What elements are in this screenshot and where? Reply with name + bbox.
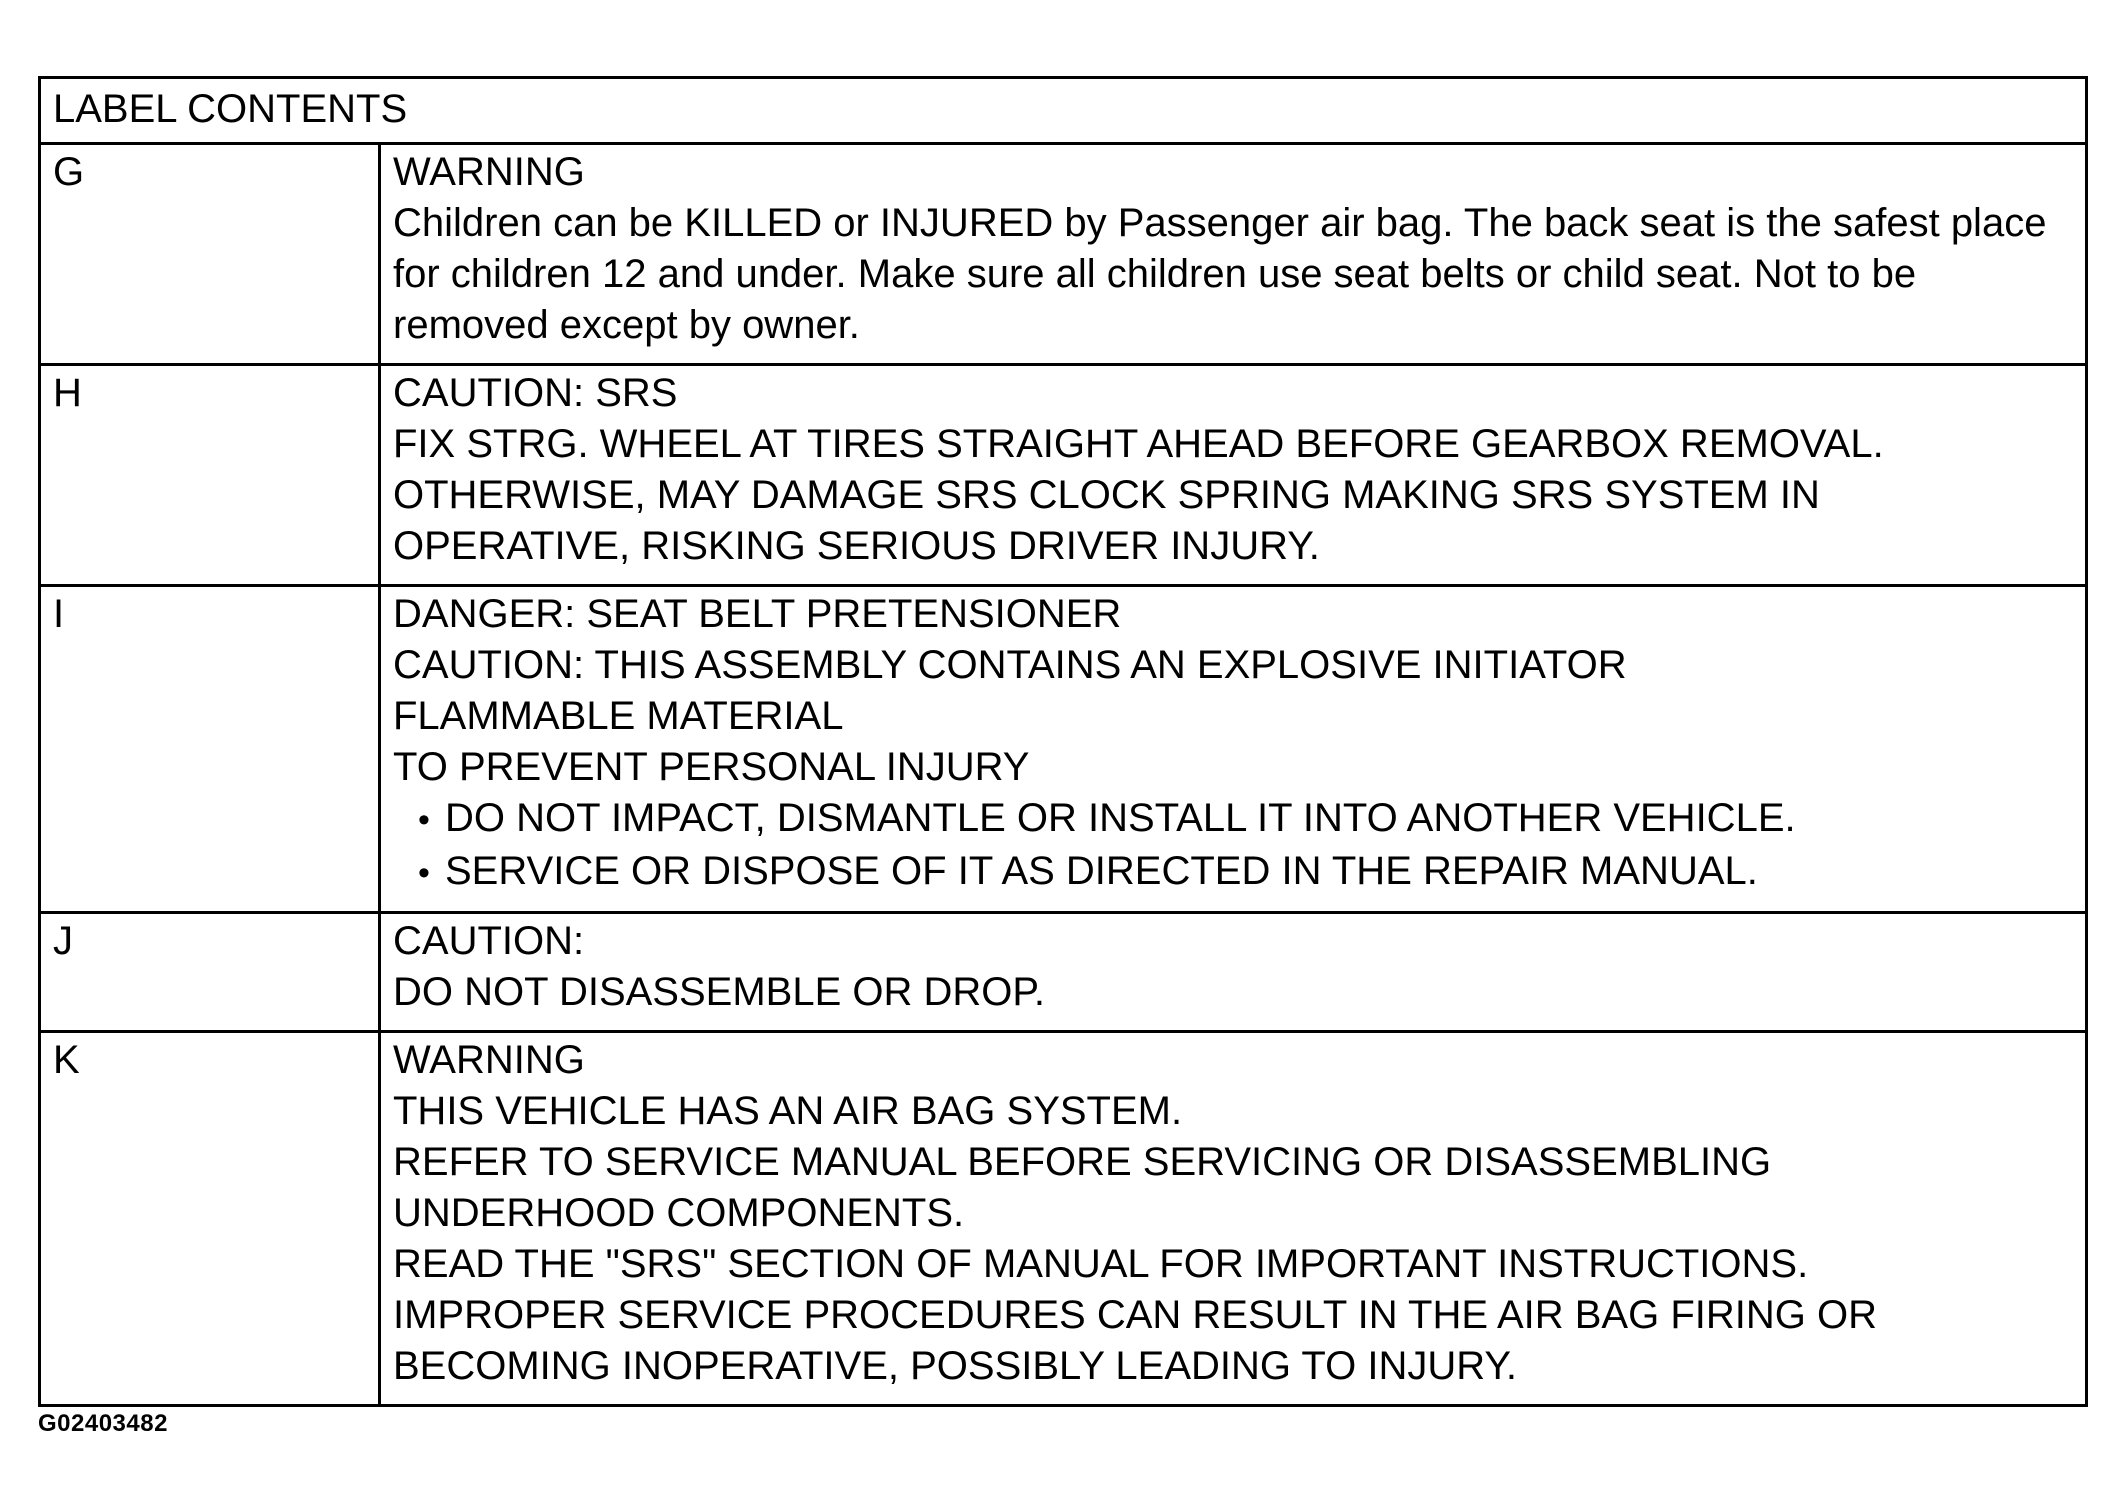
label-code: I (41, 587, 381, 911)
label-line: FLAMMABLE MATERIAL (393, 694, 844, 738)
table-row-j (41, 914, 2085, 1033)
label-title: DANGER: SEAT BELT PRETENSIONER (393, 592, 1122, 636)
bullet-text: DO NOT IMPACT, DISMANTLE OR INSTALL IT INTO ANOTHER VEHICLE. (445, 796, 1796, 840)
bullet-item (393, 793, 2065, 846)
label-contents-table (38, 76, 2088, 1407)
label-title: CAUTION: SRS (393, 371, 678, 415)
label-code: G (41, 145, 381, 363)
label-text (381, 914, 2085, 1030)
table-row-i (41, 587, 2085, 914)
table-header: LABEL CONTENTS (41, 79, 2085, 145)
label-line: REFER TO SERVICE MANUAL BEFORE SERVICING OR DISASSEMBLING (393, 1140, 1772, 1184)
label-code: J (41, 914, 381, 1030)
label-line: BECOMING INOPERATIVE, POSSIBLY LEADING TO INJURY. (393, 1344, 1518, 1388)
label-text (381, 587, 2085, 911)
label-line: THIS VEHICLE HAS AN AIR BAG SYSTEM. (393, 1089, 1183, 1133)
label-line: FIX STRG. WHEEL AT TIRES STRAIGHT AHEAD BEFORE GEARBOX REMOVAL. (393, 422, 1884, 466)
label-line: Children can be KILLED or INJURED by Passenger air bag. The back seat is the safest place for children 12 and under. Make sure all children use seat belts or child seat. Not to be removed except by owner. (393, 201, 2047, 347)
label-text (381, 366, 2085, 584)
table-row-k (41, 1033, 2085, 1404)
label-line: CAUTION: THIS ASSEMBLY CONTAINS AN EXPLOSIVE INITIATOR (393, 643, 1627, 687)
table-row-g (41, 145, 2085, 366)
label-title: WARNING (393, 150, 585, 194)
table-row-h (41, 366, 2085, 587)
label-line: IMPROPER SERVICE PROCEDURES CAN RESULT IN THE AIR BAG FIRING OR (393, 1293, 1877, 1337)
label-line: READ THE "SRS" SECTION OF MANUAL FOR IMPORTANT INSTRUCTIONS. (393, 1242, 1809, 1286)
label-title: CAUTION: (393, 919, 585, 963)
label-line: TO PREVENT PERSONAL INJURY (393, 745, 1030, 789)
label-line: OTHERWISE, MAY DAMAGE SRS CLOCK SPRING MAKING SRS SYSTEM IN (393, 473, 1820, 517)
label-title: WARNING (393, 1038, 585, 1082)
bullet-item (393, 846, 2065, 899)
bullet-icon: • (418, 854, 430, 892)
bullet-text: SERVICE OR DISPOSE OF IT AS DIRECTED IN THE REPAIR MANUAL. (445, 849, 1758, 893)
label-line: DO NOT DISASSEMBLE OR DROP. (393, 970, 1046, 1014)
label-line: UNDERHOOD COMPONENTS. (393, 1191, 965, 1235)
label-code: K (41, 1033, 381, 1404)
label-line: OPERATIVE, RISKING SERIOUS DRIVER INJURY. (393, 524, 1320, 568)
label-text (381, 145, 2085, 363)
label-code: H (41, 366, 381, 584)
bullet-icon: • (418, 801, 430, 839)
figure-id: G02403482 (38, 1410, 168, 1437)
label-text (381, 1033, 2085, 1404)
